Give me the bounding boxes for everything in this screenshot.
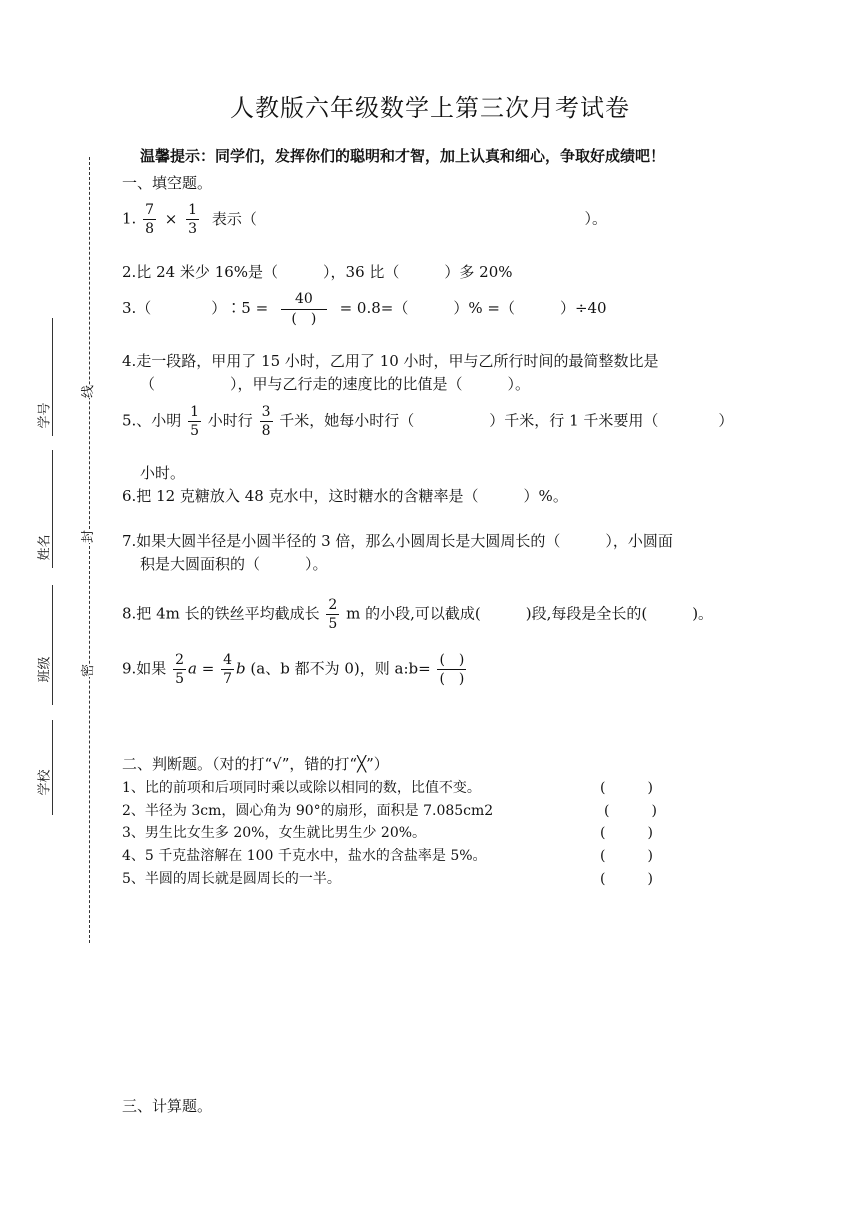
question-9: 9.如果 $\frac{2}{5}$ a = $\frac{4}{7}$ b (a、b 都不为 0)，则 a:b= $\frac{( )}{( )}$ <box>122 652 465 687</box>
question-7-line-1: 7.如果大圆半径是小圆半径的 3 倍，那么小圆周长是大圆周长的（ ），小圆面 <box>122 532 673 550</box>
tip-text: 温馨提示：同学们，发挥你们的聪明和才智，加上认真和细心，争取好成绩吧！ <box>140 147 666 165</box>
question-3: 3.（ ）∶5 = $\frac{40}{( )}$ = 0.8=（ ）% =（ ）÷40 <box>122 291 607 327</box>
judge-item-4: 4、5 千克盐溶解在 100 千克水中，盐水的含盐率是 5%。 ( ) <box>122 848 653 864</box>
number-label: 学号 <box>37 402 53 429</box>
seal-secret-label: 密 <box>77 664 96 677</box>
section-true-false: 二、判断题。（对的打“√”，错的打“╳”） <box>122 755 389 773</box>
question-8: 8.把 4m 长的铁丝平均截成长 $\frac{2}{5}$ m 的小段,可以截成( )段,每段是全长的( )。 <box>122 597 714 632</box>
page-title: 人教版六年级数学上第三次月考试卷 <box>230 94 630 122</box>
section-calculation: 三、计算题。 <box>122 1097 213 1115</box>
question-1: 1. $\frac{7}{8}$ × $\frac{1}{3}$ 表示（ ）。 <box>122 202 607 237</box>
name-label: 姓名 <box>37 534 53 561</box>
question-5-line-2: 小时。 <box>140 464 186 482</box>
school-label: 学校 <box>37 769 53 796</box>
question-5: 5.、小明 $\frac{1}{5}$ 小时行 $\frac{3}{8}$ 千米，她每小时行（ ）千米，行 1 千米要用（ ） <box>122 404 734 439</box>
judge-item-3: 3、男生比女生多 20%，女生就比男生少 20%。 ( ) <box>122 825 653 841</box>
section-fill-blank: 一、填空题。 <box>122 174 213 192</box>
seal-seal-label: 封 <box>77 530 96 543</box>
judge-item-2: 2、半径为 3cm，圆心角为 90°的扇形，面积是 7.085cm2 ( ) <box>122 803 657 819</box>
class-underline <box>52 585 53 705</box>
judge-item-1: 1、比的前项和后项同时乘以或除以相同的数，比值不变。 ( ) <box>122 780 653 796</box>
seal-line-label: 线 <box>77 385 96 398</box>
question-4-line-1: 4.走一段路，甲用了 15 小时，乙用了 10 小时，甲与乙所行时间的最简整数比是 <box>122 352 659 370</box>
school-underline <box>52 720 53 815</box>
question-4-line-2: （ ），甲与乙行走的速度比的比值是（ ）。 <box>140 375 531 393</box>
question-6: 6.把 12 克糖放入 48 克水中，这时糖水的含糖率是（ ）%。 <box>122 487 568 505</box>
binding-dashed-line <box>89 157 90 943</box>
question-2: 2.比 24 米少 16%是（ ），36 比（ ）多 20% <box>122 263 513 281</box>
question-7-line-2: 积是大圆面积的（ ）。 <box>140 555 328 573</box>
judge-item-5: 5、半圆的周长就是圆周长的一半。 ( ) <box>122 871 653 887</box>
class-label: 班级 <box>37 656 53 683</box>
